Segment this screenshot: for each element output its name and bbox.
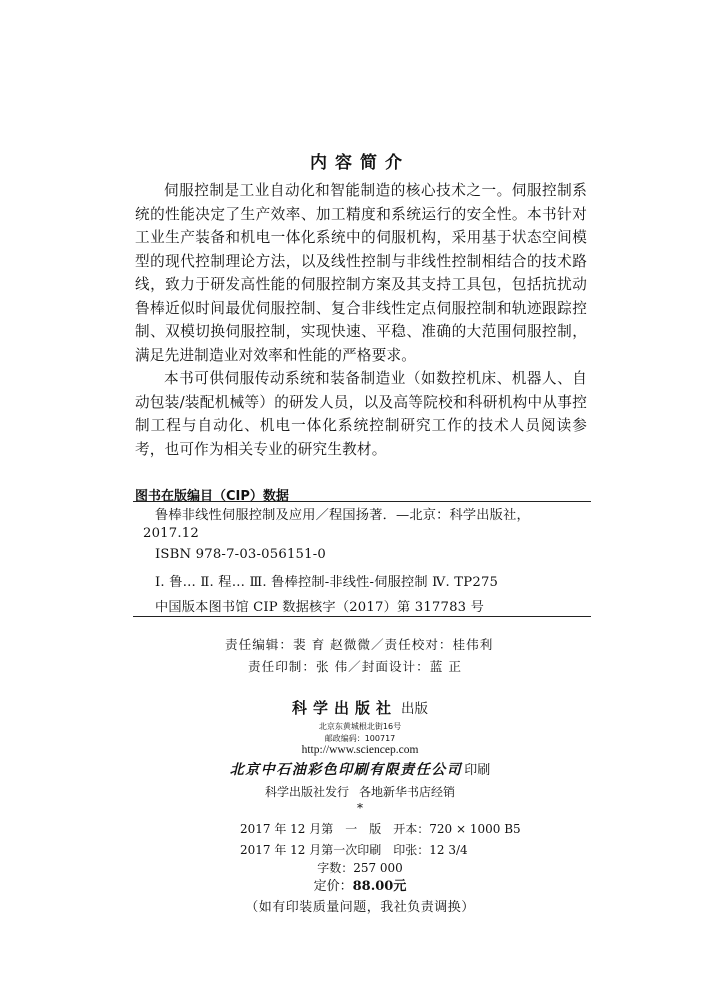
credits-production: 责任印制：张 伟／封面设计：蓝 正 xyxy=(248,659,462,674)
price-value: 88.00元 xyxy=(352,879,407,894)
credits-editors: 责任编辑：裴 育 赵微微／责任校对：桂伟利 xyxy=(225,637,494,652)
distribution-publisher: 科学出版社发行 xyxy=(264,785,349,799)
printer-suffix: 印刷 xyxy=(464,763,491,778)
summary-title: 内容简介 xyxy=(310,153,410,173)
cip-line-record: 中国版本图书馆 CIP 数据核字（2017）第 317783 号 xyxy=(155,600,485,615)
publisher-suffix: 出版 xyxy=(401,701,428,717)
distribution-line xyxy=(0,783,720,800)
cip-top-rule xyxy=(133,501,591,502)
price-line xyxy=(0,875,720,894)
cip-bottom-rule xyxy=(133,616,591,617)
cip-line-year: 2017.12 xyxy=(143,526,199,541)
publisher-line xyxy=(0,697,720,718)
printer-line xyxy=(0,759,720,779)
cip-heading: 图书在版编目（CIP）数据 xyxy=(135,489,289,504)
printer-name: 北京中石油彩色印刷有限责任公司 xyxy=(229,762,463,778)
separator-star: * xyxy=(357,801,363,815)
distribution-stores: 各地新华书店经销 xyxy=(359,785,456,799)
publisher-address: 北京东黄城根北街16号 xyxy=(318,722,402,731)
cip-line-isbn: ISBN 978-7-03-056151-0 xyxy=(155,547,326,562)
publisher-postcode: 邮政编码：100717 xyxy=(324,734,396,743)
publisher-name: 科学出版社 xyxy=(291,699,397,717)
summary-paragraph-2: 本书可供伺服传动系统和装备制造业（如数控机床、机器人、自动包装/装配机械等）的研发人员，以及高等院校和科研机构中从事控制工程与自动化、机电一体化系统控制研究工作的技术人员阅读参考，也可作为相关专业的研究生教材。 xyxy=(135,370,587,458)
quality-notice: （如有印装质量问题，我社负责调换） xyxy=(245,900,475,915)
cip-line-title: 鲁棒非线性伺服控制及应用／程国扬著．—北京：科学出版社， xyxy=(155,508,530,523)
word-count: 字数：257 000 xyxy=(317,861,403,875)
price-label: 定价： xyxy=(313,879,353,894)
cip-line-subjects: Ⅰ. 鲁… Ⅱ. 程… Ⅲ. 鲁棒控制-非线性-伺服控制 Ⅳ. TP275 xyxy=(155,575,499,590)
printing-sheets-line: 2017 年 12 月第一次印刷 印张：12 3/4 xyxy=(240,843,468,857)
publisher-url: http://www.sciencep.com xyxy=(301,744,419,756)
edition-format-line: 2017 年 12 月第 一 版 开本：720 × 1000 B5 xyxy=(240,822,521,836)
summary-paragraph-1: 伺服控制是工业自动化和智能制造的核心技术之一。伺服控制系统的性能决定了生产效率、加工精度和系统运行的安全性。本书针对工业生产装备和机电一体化系统中的伺服机构，采用基于状态空间模型的现代控制理论方法，以及线性控制与非线性控制相结合的技术路线，致力于研发高性能的伺服控制方案及其支持工具包，包括抗扰动鲁棒近似时间最优伺服控制、复合非线性定点伺服控制和轨迹跟踪控制、双模切换伺服控制，实现快速、平稳、准确的大范围伺服控制，满足先进制造业对效率和性能的严格要求。 xyxy=(135,182,587,364)
